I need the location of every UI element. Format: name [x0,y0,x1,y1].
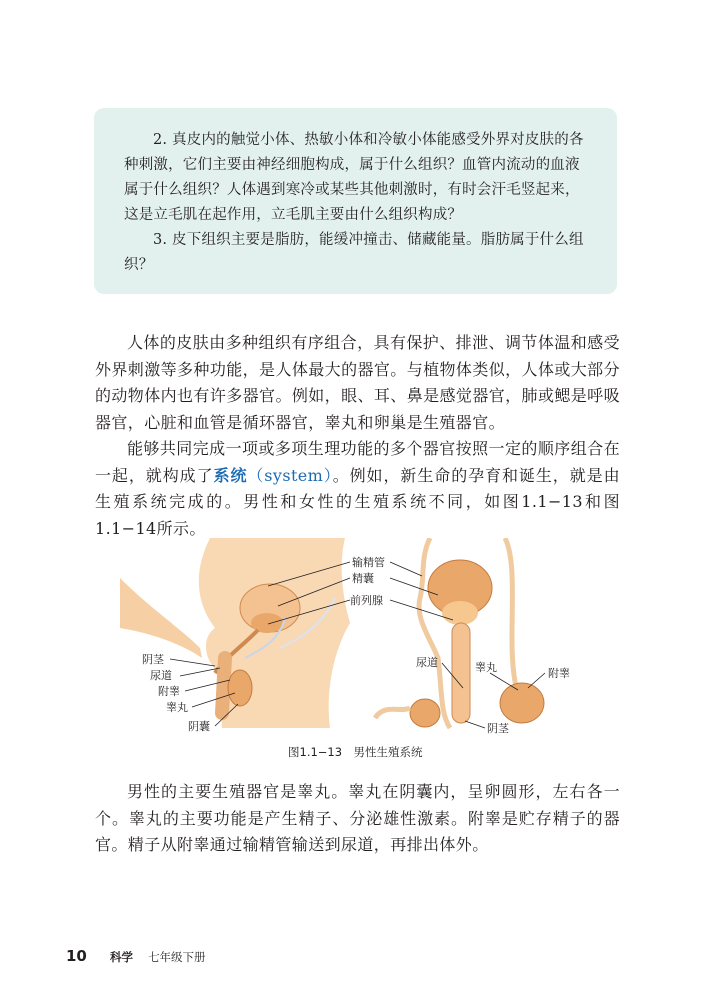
page-footer [66,946,206,965]
book-title: 科学 [109,950,133,964]
question-3: 3. 皮下组织主要是脂肪，能缓冲撞击、储藏能量。脂肪属于什么组织？ [124,232,584,273]
term-system: 系统 [213,465,248,485]
question-box [94,108,617,294]
question-2: 2. 真皮内的触觉小体、热敏小体和冷敏小体能感受外界对皮肤的各种刺激，它们主要由神经细胞构成，属于什么组织？血管内流动的血液属于什么组织？人体遇到寒冷或某些其他刺激时，有时会汗毛竖起来，这是立毛肌在起作用，立毛肌主要由什么组织构成？ [124,132,584,223]
label-penis-left: 阴茎 [142,653,164,666]
label-vas-deferens: 输精管 [352,556,385,569]
label-epididymis-left: 附睾 [158,685,180,698]
figure-caption: 图1.1−13 男性生殖系统 [288,745,423,759]
paragraph-organs: 人体的皮肤由多种组织有序组合，具有保护、排泄、调节体温和感受外界刺激等多种功能，是人体最大的器官。与植物体类似，人体或大部分的动物体内也有许多器官。例如，眼、耳、鼻是感觉器官，肺或鳃是呼吸器官，心脏和血管是循环器官，睾丸和卵巢是生殖器官。 [95,333,620,432]
label-prostate: 前列腺 [350,594,383,607]
term-system-english: （system） [247,465,333,485]
side-view-illustration [120,538,350,728]
label-testis-right: 睾丸 [475,661,497,674]
paragraph-system-before: 能够共同完成一项或多项生理功能的多个器官按照一定的顺序组合在一起，就构成了 [95,439,620,485]
male-reproductive-figure [120,538,600,738]
reproductive-illustration [120,538,600,738]
label-scrotum: 阴囊 [188,720,210,733]
paragraph-testis: 男性的主要生殖器官是睾丸。睾丸在阴囊内，呈卵圆形，左右各一个。睾丸的主要功能是产生精子、分泌雄性激素。附睾是贮存精子的器官。精子从附睾通过输精管输送到尿道，再排出体外。 [95,782,620,854]
label-testis-left: 睾丸 [166,701,188,714]
paragraph-system [95,436,620,542]
label-penis-right: 阴茎 [487,722,509,735]
label-urethra-right: 尿道 [416,656,438,669]
page-number: 10 [66,947,87,965]
label-epididymis-right: 附睾 [548,667,570,680]
label-seminal-vesicle: 精囊 [352,572,374,585]
paragraph-system-after: 。例如，新生命的孕育和诞生，就是由生殖系统完成的。男性和女性的生殖系统不同，如图1.1−13和图1.1−14所示。 [95,465,620,538]
grade-label: 七年级下册 [148,950,206,964]
label-urethra-left: 尿道 [150,669,172,682]
